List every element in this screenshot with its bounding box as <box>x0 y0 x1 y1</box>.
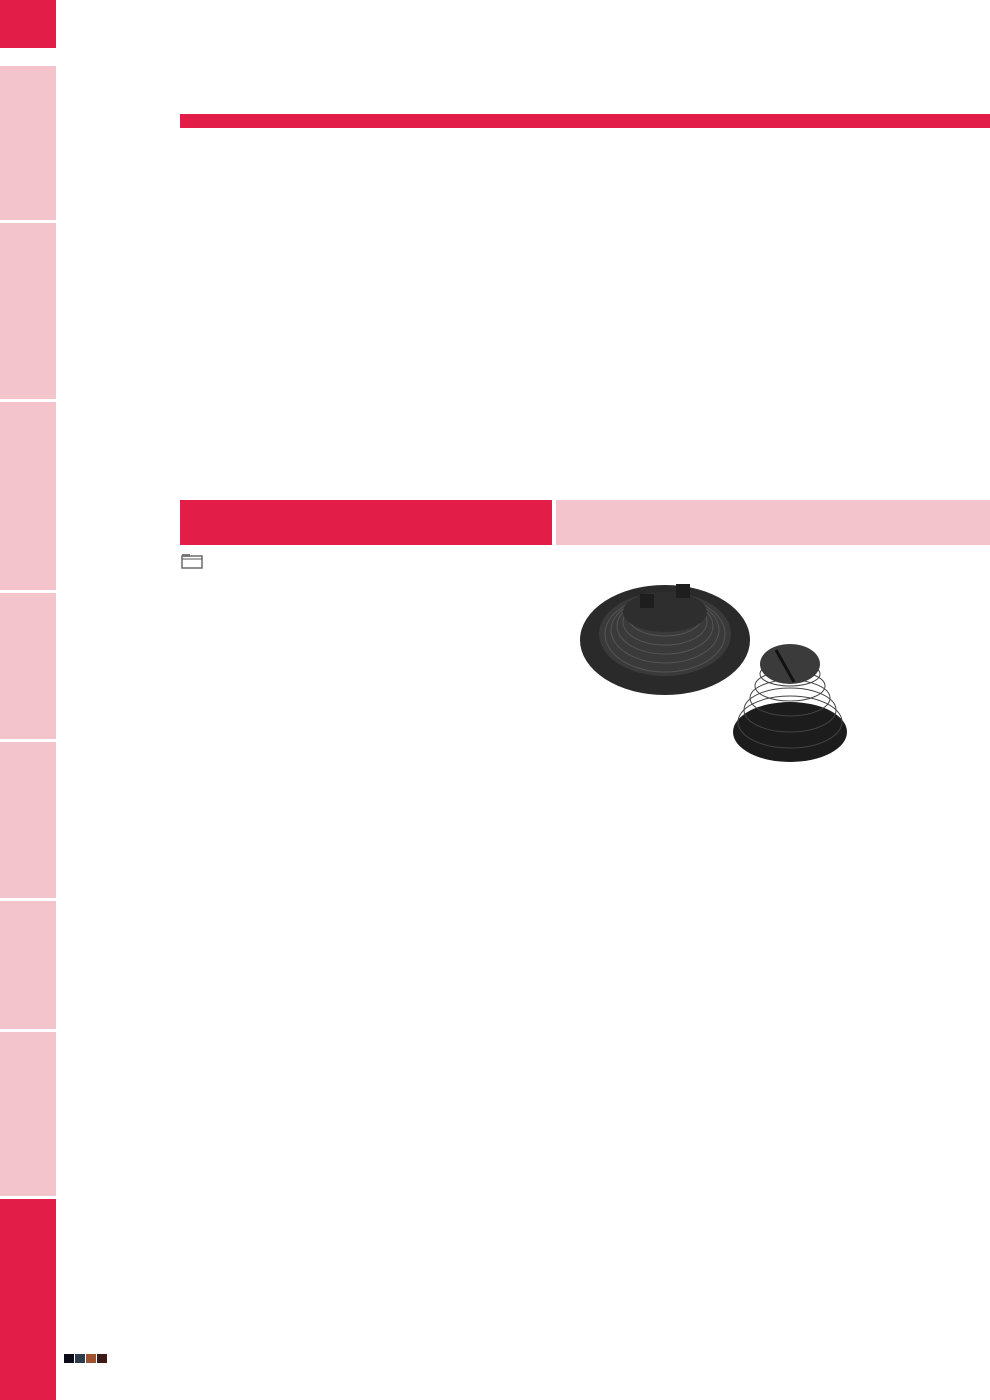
sidebar-item-c[interactable] <box>0 402 56 590</box>
sidebar-nav <box>0 0 56 1400</box>
swatch <box>75 1354 85 1363</box>
section-header-band <box>556 500 990 545</box>
sidebar-item-b[interactable] <box>0 223 56 399</box>
section-header <box>180 500 552 545</box>
footer-color-swatches <box>64 1354 107 1363</box>
sidebar-top-marker <box>0 0 56 48</box>
product-photo <box>580 572 860 767</box>
swatch <box>97 1354 107 1363</box>
sidebar-item-e[interactable] <box>0 901 56 1029</box>
swatch <box>86 1354 96 1363</box>
title-bar <box>180 114 990 128</box>
sidebar-item-r[interactable] <box>0 1199 56 1400</box>
sidebar-item-d[interactable] <box>0 742 56 898</box>
sidebar-item-h[interactable] <box>0 1032 56 1196</box>
folder-icon <box>181 553 203 569</box>
sidebar-item-cz[interactable] <box>0 593 56 739</box>
swatch <box>64 1354 74 1363</box>
sidebar-item-a[interactable] <box>0 66 56 220</box>
